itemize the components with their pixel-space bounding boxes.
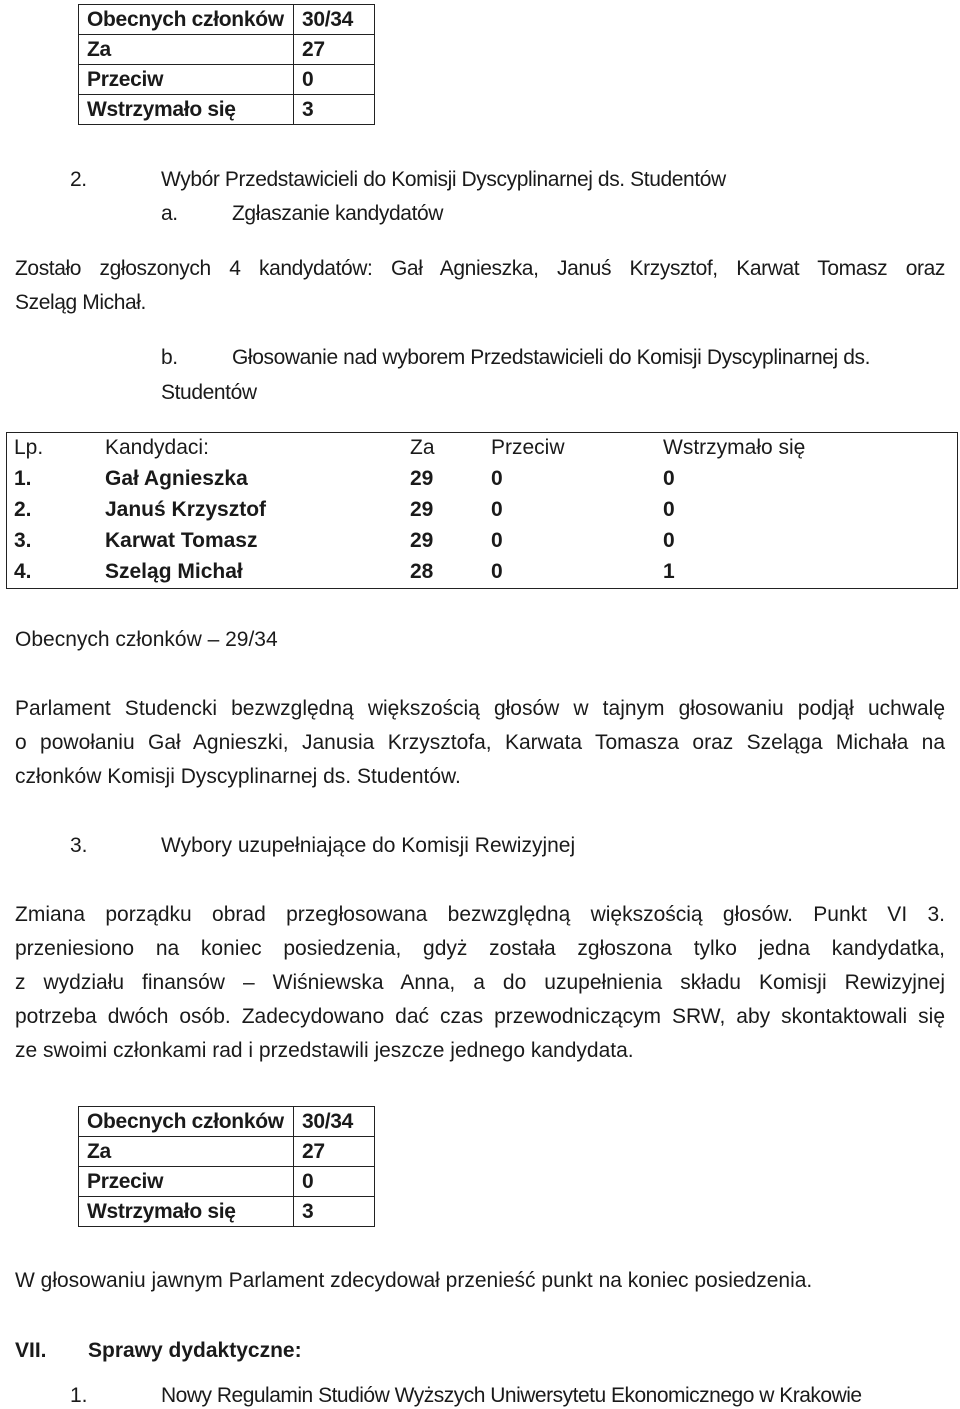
section-7-number: VII. xyxy=(15,1339,47,1362)
cell-name: Januś Krzysztof xyxy=(105,498,267,521)
table-cell: Wstrzymało się xyxy=(79,95,294,125)
item-7-1-title: Nowy Regulamin Studiów Wyższych Uniwersytetu Ekonomicznego w Krakowie xyxy=(161,1384,862,1407)
paragraph-line: Parlament Studencki bezwzględną większością głosów w tajnym głosowaniu podjął uchwalę xyxy=(15,697,945,720)
table-row xyxy=(79,35,375,65)
table-cell: Za xyxy=(79,35,294,65)
cell-za: 29 xyxy=(410,529,434,552)
table-cell: Obecnych członków xyxy=(79,5,294,35)
cell-za: 28 xyxy=(410,560,434,583)
table-row xyxy=(79,1107,375,1137)
table-row xyxy=(79,1197,375,1227)
section-7-title: Sprawy dydaktyczne: xyxy=(88,1339,302,1362)
vote-summary-table-1 xyxy=(78,4,375,125)
table-cell: 0 xyxy=(294,1167,375,1197)
paragraph-line: z wydziału finansów – Wiśniewska Anna, a do uzupełnienia składu Komisji Rewizyjnej xyxy=(15,971,945,994)
table-cell: Obecnych członków xyxy=(79,1107,294,1137)
table-cell: Za xyxy=(79,1137,294,1167)
paragraph-line: o powołaniu Gał Agnieszki, Janusia Krzysztofa, Karwata Tomasza oraz Szeląga Michała na xyxy=(15,731,945,754)
cell-przeciw: 0 xyxy=(491,467,503,490)
table-cell: Przeciw xyxy=(79,1167,294,1197)
column-header-wstrzymalo: Wstrzymało się xyxy=(663,436,806,459)
cell-za: 29 xyxy=(410,467,434,490)
table-row xyxy=(7,557,957,588)
paragraph-line: przeniesiono na koniec posiedzenia, gdyż została zgłoszona tylko jedna kandydatka, xyxy=(15,937,945,960)
item-2b-letter: b. xyxy=(161,346,178,369)
column-header-przeciw: Przeciw xyxy=(491,436,565,459)
table-row xyxy=(7,495,957,526)
table-row xyxy=(79,1167,375,1197)
cell-name: Szeląg Michał xyxy=(105,560,243,583)
table-cell: 3 xyxy=(294,1197,375,1227)
paragraph-line: Zostało zgłoszonych 4 kandydatów: Gał Agnieszka, Januś Krzysztof, Karwat Tomasz oraz xyxy=(15,257,945,280)
table-cell: 30/34 xyxy=(294,5,375,35)
table-row xyxy=(79,1137,375,1167)
paragraph-line: Szeląg Michał. xyxy=(15,291,146,314)
cell-za: 29 xyxy=(410,498,434,521)
cell-przeciw: 0 xyxy=(491,560,503,583)
table-cell: Przeciw xyxy=(79,65,294,95)
column-header-name: Kandydaci: xyxy=(105,436,209,459)
item-2-number: 2. xyxy=(70,168,87,191)
item-2-title: Wybór Przedstawicieli do Komisji Dyscyplinarnej ds. Studentów xyxy=(161,168,726,191)
table-row xyxy=(79,95,375,125)
paragraph-line: potrzeba dwóch osób. Zadecydowano dać czas przewodniczącym SRW, aby skontaktowali się xyxy=(15,1005,945,1028)
table-row xyxy=(79,65,375,95)
candidates-table xyxy=(6,432,958,589)
column-header-lp: Lp. xyxy=(14,436,44,459)
cell-przeciw: 0 xyxy=(491,529,503,552)
vote-summary-table-2 xyxy=(78,1106,375,1227)
table-row xyxy=(7,464,957,495)
cell-name: Karwat Tomasz xyxy=(105,529,258,552)
cell-wstrzymalo: 0 xyxy=(663,467,675,490)
item-2b-title-line1: Głosowanie nad wyborem Przedstawicieli do Komisji Dyscyplinarnej ds. xyxy=(232,346,871,369)
table-header-row xyxy=(7,433,957,464)
table-cell: 27 xyxy=(294,35,375,65)
cell-lp: 2. xyxy=(14,498,32,521)
cell-przeciw: 0 xyxy=(491,498,503,521)
table-cell: 0 xyxy=(294,65,375,95)
cell-lp: 4. xyxy=(14,560,32,583)
cell-lp: 1. xyxy=(14,467,32,490)
cell-lp: 3. xyxy=(14,529,32,552)
table-cell: 27 xyxy=(294,1137,375,1167)
paragraph-line: Zmiana porządku obrad przegłosowana bezwzględną większością głosów. Punkt VI 3. xyxy=(15,903,945,926)
table-row xyxy=(7,526,957,557)
item-2a-letter: a. xyxy=(161,202,178,225)
item-3-number: 3. xyxy=(70,834,88,857)
table-cell: 30/34 xyxy=(294,1107,375,1137)
agenda-change-paragraph xyxy=(15,898,945,1068)
cell-wstrzymalo: 0 xyxy=(663,498,675,521)
present-members-line: Obecnych członków – 29/34 xyxy=(15,628,278,651)
table-cell: 3 xyxy=(294,95,375,125)
paragraph-line: członków Komisji Dyscyplinarnej ds. Studentów. xyxy=(15,765,461,788)
open-vote-line: W głosowaniu jawnym Parlament zdecydował przenieść punkt na koniec posiedzenia. xyxy=(15,1269,813,1292)
column-header-za: Za xyxy=(410,436,435,459)
item-2a-title: Zgłaszanie kandydatów xyxy=(232,202,444,225)
cell-wstrzymalo: 1 xyxy=(663,560,675,583)
cell-name: Gał Agnieszka xyxy=(105,467,248,490)
item-3-title: Wybory uzupełniające do Komisji Rewizyjnej xyxy=(161,834,576,857)
table-cell: Wstrzymało się xyxy=(79,1197,294,1227)
item-2b-title-line2: Studentów xyxy=(161,381,257,404)
item-7-1-number: 1. xyxy=(70,1384,88,1407)
candidates-paragraph xyxy=(15,252,945,320)
table-row xyxy=(79,5,375,35)
paragraph-line: ze swoimi członkami rad i przedstawili jeszcze jednego kandydata. xyxy=(15,1039,634,1062)
cell-wstrzymalo: 0 xyxy=(663,529,675,552)
resolution-paragraph xyxy=(15,692,945,794)
